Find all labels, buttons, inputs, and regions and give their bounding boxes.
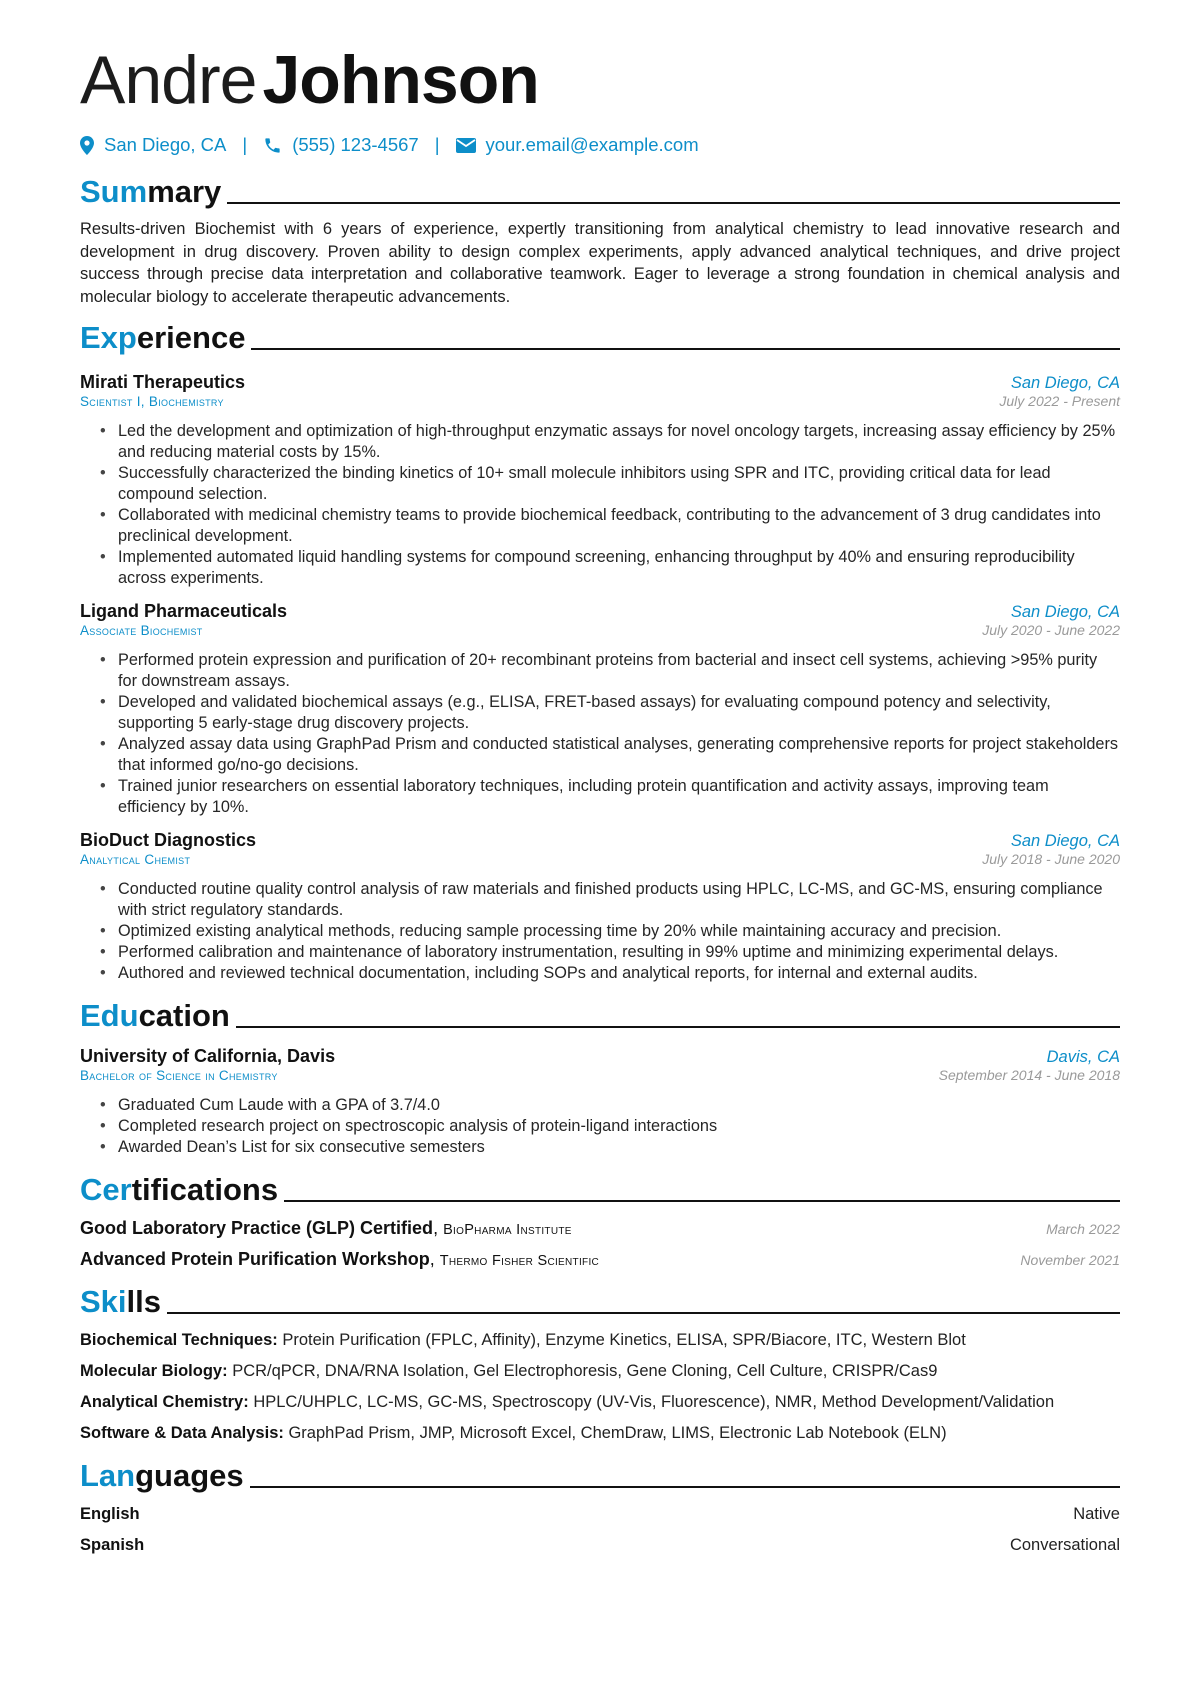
bullet-item: • Collaborated with medicinal chemistry teams to provide biochemical feedback, contributing to the advancement of 3 drug candidates into preclinical development. [100,505,1120,547]
experience-entry [80,372,1120,589]
phone-icon [263,136,282,155]
school-location: Davis, CA [1046,1048,1120,1066]
school-name: University of California, Davis [80,1046,336,1066]
bullet-list [80,879,1120,984]
phone-text: (555) 123-4567 [292,134,419,155]
section-title: Languages [80,1458,244,1493]
bullet-item: • Led the development and optimization of high-throughput enzymatic assays for novel oncology targets, increasing assay efficiency by 25% and reducing material costs by 15%. [100,421,1120,463]
section-rule [250,1486,1120,1488]
section-rule [236,1026,1120,1028]
skill-value: PCR/qPCR, DNA/RNA Isolation, Gel Electrophoresis, Gene Cloning, Cell Culture, CRISPR/Cas9 [232,1362,938,1380]
bullet-list [80,421,1120,589]
section-title: Skills [80,1284,161,1319]
language-row [80,1535,1120,1556]
contact-email[interactable] [456,134,699,156]
skill-label: Analytical Chemistry: [80,1393,249,1411]
degree: Bachelor of Science in Chemistry [80,1068,278,1083]
section-heading-experience [80,320,1120,356]
skill-value: GraphPad Prism, JMP, Microsoft Excel, ChemDraw, LIMS, Electronic Lab Notebook (ELN) [288,1424,947,1442]
language-level: Native [1073,1505,1120,1523]
bullet-item: • Optimized existing analytical methods, reducing sample processing time by 20% while maintaining accuracy and precision. [100,921,1120,942]
bullet-item: • Completed research project on spectroscopic analysis of protein-ligand interactions [100,1116,1120,1137]
job-title: Analytical Chemist [80,852,191,867]
experience-entry [80,830,1120,984]
skill-label: Molecular Biology: [80,1362,228,1380]
summary-text: Results-driven Biochemist with 6 years of experience, expertly transitioning from analytical chemistry to lead innovative research and development in drug discovery. Proven ability to design complex experiments, apply advanced analytical techniques, and drive project success through precise data interpretation and collaborative teamwork. Eager to leverage a strong foundation in chemical analysis and molecular biology to accelerate therapeutic advancements. [80,220,1120,306]
section-rule [227,202,1120,204]
company-name: Mirati Therapeutics [80,372,246,392]
location-text: San Diego, CA [104,134,227,155]
contact-separator: | [434,134,440,155]
section-title: Experience [80,320,246,355]
contact-separator: | [242,134,248,155]
bullet-item: • Implemented automated liquid handling systems for compound screening, enhancing throughput by 40% and ensuring reproducibility across experiments. [100,547,1120,589]
job-dates: July 2022 - Present [999,393,1120,409]
skill-row [80,1392,1120,1413]
certification-issuer: BioPharma Institute [443,1222,572,1238]
bullet-item: • Performed calibration and maintenance of laboratory instrumentation, resulting in 99% uptime and minimizing experimental delays. [100,942,1120,963]
bullet-item: • Developed and validated biochemical assays (e.g., ELISA, FRET-based assays) for evaluating compound potency and selectivity, supporting 5 early-stage drug discovery projects. [100,692,1120,734]
last-name: Johnson [262,42,539,118]
skill-label: Software & Data Analysis: [80,1424,284,1442]
bullet-item: • Awarded Dean’s List for six consecutive semesters [100,1137,1120,1158]
section-heading-languages [80,1458,1120,1494]
language-level: Conversational [1009,1536,1120,1554]
section-title: Summary [80,174,222,209]
section-heading-summary [80,174,1120,210]
skill-row [80,1423,1120,1444]
certification-date: November 2021 [1020,1252,1120,1268]
certification-item: Good Laboratory Practice (GLP) Certified, BioPharma Institute March 2022 [80,1218,1120,1238]
job-title: Scientist I, Biochemistry [80,394,224,409]
company-name: Ligand Pharmaceuticals [80,601,288,621]
job-location: San Diego, CA [1010,374,1120,392]
section-heading-skills [80,1284,1120,1320]
language-name: Spanish [80,1536,145,1554]
bullet-item: • Conducted routine quality control analysis of raw materials and finished products using HPLC, LC-MS, and GC-MS, ensuring compliance with strict regulatory standards. [100,879,1120,921]
skill-row [80,1330,1120,1351]
envelope-icon [456,138,476,153]
bullet-list [80,650,1120,818]
contact-location [80,134,226,156]
certification-issuer: Thermo Fisher Scientific [439,1253,600,1269]
bullet-item: • Analyzed assay data using GraphPad Prism and conducted statistical analyses, generating comprehensive reports for project stakeholders that informed go/no-go decisions. [100,734,1120,776]
job-location: San Diego, CA [1010,832,1120,850]
bullet-item: • Successfully characterized the binding kinetics of 10+ small molecule inhibitors using SPR and ITC, providing critical data for lead compound selection. [100,463,1120,505]
map-pin-icon [80,136,94,155]
section-title: Education [80,998,230,1033]
section-title: Certifications [80,1172,279,1207]
skill-label: Biochemical Techniques: [80,1331,278,1349]
education-entry [80,1046,1120,1158]
first-name: Andre [80,42,257,118]
section-rule [284,1200,1120,1202]
education-dates: September 2014 - June 2018 [938,1067,1120,1083]
bullet-item: • Graduated Cum Laude with a GPA of 3.7/4.0 [100,1095,1120,1116]
contact-phone[interactable] [263,134,419,156]
candidate-name [80,38,1120,122]
skill-row [80,1361,1120,1382]
job-title: Associate Biochemist [80,623,203,638]
certification-date: March 2022 [1046,1221,1120,1237]
company-name: BioDuct Diagnostics [80,830,257,850]
bullet-item: • Trained junior researchers on essential laboratory techniques, including protein quantification and activity assays, improving team efficiency by 10%. [100,776,1120,818]
language-name: English [80,1505,140,1523]
section-rule [167,1312,1120,1314]
job-dates: July 2020 - June 2022 [982,622,1120,638]
section-heading-education [80,998,1120,1034]
skill-value: Protein Purification (FPLC, Affinity), Enzyme Kinetics, ELISA, SPR/Biacore, ITC, Western Blot [282,1331,966,1349]
skill-value: HPLC/UHPLC, LC-MS, GC-MS, Spectroscopy (UV-Vis, Fluorescence), NMR, Method Development/Validation [253,1393,1055,1411]
job-dates: July 2018 - June 2020 [982,851,1120,867]
bullet-list [80,1095,1120,1158]
certification-item: Advanced Protein Purification Workshop, Thermo Fisher Scientific November 2021 [80,1249,1120,1269]
language-row [80,1504,1120,1525]
section-heading-certifications [80,1172,1120,1208]
certification-title: Good Laboratory Practice (GLP) Certified [80,1218,434,1238]
certification-title: Advanced Protein Purification Workshop [80,1249,430,1269]
contact-line [80,130,1120,160]
email-link: your.email@example.com [485,134,699,155]
experience-entry [80,601,1120,818]
bullet-item: • Performed protein expression and purification of 20+ recombinant proteins from bacterial and insect cell systems, achieving >95% purity for downstream assays. [100,650,1120,692]
job-location: San Diego, CA [1010,603,1120,621]
bullet-item: • Authored and reviewed technical documentation, including SOPs and analytical reports, for internal and external audits. [100,963,1120,984]
section-rule [251,348,1120,350]
